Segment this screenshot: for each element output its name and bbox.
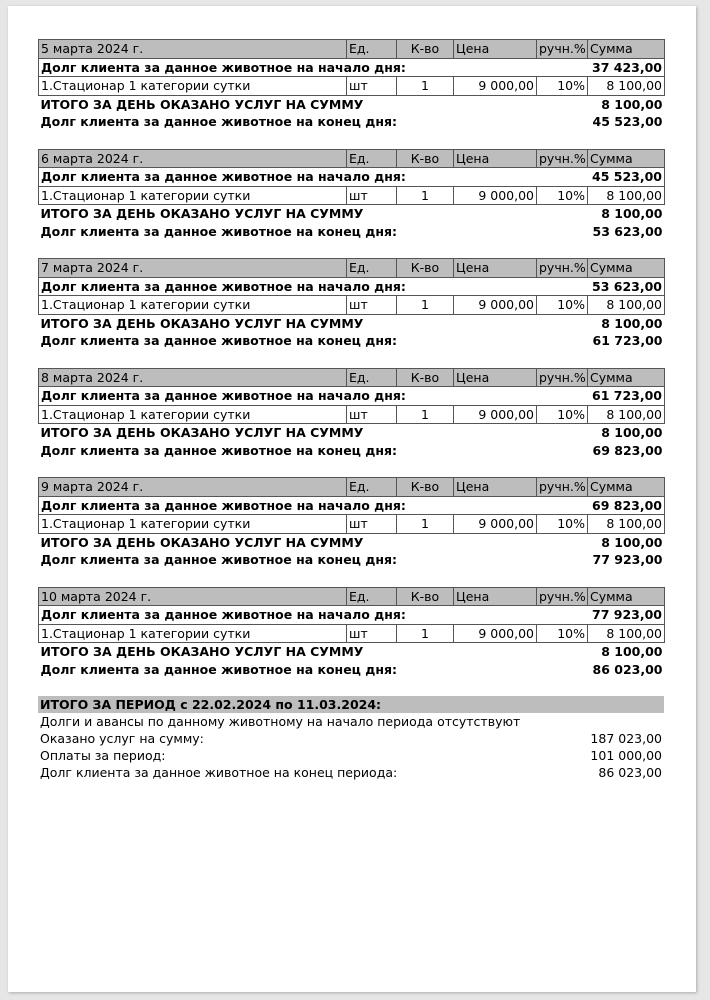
period-row-label: Оказано услуг на сумму: xyxy=(40,731,204,746)
service-name: 1.Стационар 1 категории сутки xyxy=(39,186,347,205)
col-unit: Ед. xyxy=(347,368,397,387)
day-total-row xyxy=(39,314,665,332)
service-row xyxy=(39,405,665,424)
day-date: 9 марта 2024 г. xyxy=(39,478,347,497)
day-table xyxy=(38,39,665,131)
debt-end-label: Долг клиента за данное животное на конец дня: xyxy=(40,552,398,567)
service-name: 1.Стационар 1 категории сутки xyxy=(39,77,347,96)
service-qty: 1 xyxy=(397,186,454,205)
col-unit: Ед. xyxy=(347,587,397,606)
debt-start-label: Долг клиента за данное животное на начало дня: xyxy=(39,606,588,625)
col-qty: К-во xyxy=(397,40,454,59)
service-price: 9 000,00 xyxy=(454,515,537,534)
day-total-label: ИТОГО ЗА ДЕНЬ ОКАЗАНО УСЛУГ НА СУММУ xyxy=(40,644,364,659)
debt-start-label: Долг клиента за данное животное на начало дня: xyxy=(39,277,588,296)
day-date: 8 марта 2024 г. xyxy=(39,368,347,387)
day-total-label: ИТОГО ЗА ДЕНЬ ОКАЗАНО УСЛУГ НА СУММУ xyxy=(40,96,364,112)
col-sum: Сумма xyxy=(588,149,665,168)
col-unit: Ед. xyxy=(347,478,397,497)
period-row-value: 86 023,00 xyxy=(598,765,662,780)
debt-end-label: Долг клиента за данное животное на конец дня: xyxy=(40,114,398,129)
col-sum: Сумма xyxy=(588,478,665,497)
day-total-label: ИТОГО ЗА ДЕНЬ ОКАЗАНО УСЛУГ НА СУММУ xyxy=(40,425,364,440)
service-row xyxy=(39,77,665,96)
day-table xyxy=(38,149,665,241)
debt-end-label: Долг клиента за данное животное на конец дня: xyxy=(40,333,398,348)
col-price: Цена xyxy=(454,368,537,387)
day-date: 10 марта 2024 г. xyxy=(39,587,347,606)
debt-start-label: Долг клиента за данное животное на начало дня: xyxy=(39,496,588,515)
service-price: 9 000,00 xyxy=(454,296,537,315)
col-qty: К-во xyxy=(397,368,454,387)
statement-content xyxy=(38,39,664,781)
debt-start-value: 77 923,00 xyxy=(588,606,665,625)
debt-end-label: Долг клиента за данное животное на конец дня: xyxy=(40,442,398,458)
day-total-value: 8 100,00 xyxy=(601,425,663,440)
service-pct: 10% xyxy=(537,515,588,534)
col-sum: Сумма xyxy=(588,587,665,606)
debt-end-row xyxy=(39,332,665,350)
debt-start-row xyxy=(39,496,665,515)
col-sum: Сумма xyxy=(588,259,665,278)
debt-start-row xyxy=(39,58,665,77)
service-unit: шт xyxy=(347,77,397,96)
col-manual-pct: ручн.% xyxy=(537,478,588,497)
debt-start-value: 61 723,00 xyxy=(588,387,665,406)
period-summary xyxy=(38,696,664,781)
debt-end-value: 86 023,00 xyxy=(592,661,663,677)
debt-start-value: 37 423,00 xyxy=(588,58,665,77)
debt-end-row xyxy=(39,113,665,131)
day-total-row xyxy=(39,95,665,113)
debt-end-value: 45 523,00 xyxy=(592,114,663,129)
service-pct: 10% xyxy=(537,186,588,205)
day-total-value: 8 100,00 xyxy=(601,96,663,112)
debt-start-value: 45 523,00 xyxy=(588,168,665,187)
col-unit: Ед. xyxy=(347,149,397,168)
day-date: 7 марта 2024 г. xyxy=(39,259,347,278)
debt-start-value: 53 623,00 xyxy=(588,277,665,296)
service-sum: 8 100,00 xyxy=(588,77,665,96)
day-header-row xyxy=(39,478,665,497)
col-unit: Ед. xyxy=(347,259,397,278)
service-sum: 8 100,00 xyxy=(588,515,665,534)
col-qty: К-во xyxy=(397,478,454,497)
day-total-label: ИТОГО ЗА ДЕНЬ ОКАЗАНО УСЛУГ НА СУММУ xyxy=(40,534,364,550)
debt-start-label: Долг клиента за данное животное на начало дня: xyxy=(39,387,588,406)
col-manual-pct: ручн.% xyxy=(537,40,588,59)
day-total-value: 8 100,00 xyxy=(601,644,663,659)
day-table xyxy=(38,587,665,679)
service-price: 9 000,00 xyxy=(454,624,537,643)
debt-start-value: 69 823,00 xyxy=(588,496,665,515)
service-pct: 10% xyxy=(537,77,588,96)
service-name: 1.Стационар 1 категории сутки xyxy=(39,624,347,643)
service-unit: шт xyxy=(347,405,397,424)
day-total-row xyxy=(39,205,665,223)
service-unit: шт xyxy=(347,296,397,315)
service-name: 1.Стационар 1 категории сутки xyxy=(39,405,347,424)
document-page xyxy=(8,6,696,992)
service-row xyxy=(39,515,665,534)
day-header-row xyxy=(39,259,665,278)
day-table xyxy=(38,258,665,350)
service-row xyxy=(39,186,665,205)
day-total-row xyxy=(39,424,665,442)
service-row xyxy=(39,296,665,315)
service-pct: 10% xyxy=(537,405,588,424)
col-price: Цена xyxy=(454,478,537,497)
day-total-row xyxy=(39,533,665,551)
service-qty: 1 xyxy=(397,77,454,96)
service-pct: 10% xyxy=(537,296,588,315)
debt-start-label: Долг клиента за данное животное на начало дня: xyxy=(39,58,588,77)
period-note xyxy=(38,713,664,730)
col-price: Цена xyxy=(454,40,537,59)
day-total-value: 8 100,00 xyxy=(601,534,663,550)
day-table xyxy=(38,368,665,460)
day-total-value: 8 100,00 xyxy=(601,206,663,221)
day-total-value: 8 100,00 xyxy=(601,315,663,331)
period-row-value: 101 000,00 xyxy=(590,748,662,763)
service-row xyxy=(39,624,665,643)
col-price: Цена xyxy=(454,149,537,168)
service-name: 1.Стационар 1 категории сутки xyxy=(39,515,347,534)
service-price: 9 000,00 xyxy=(454,405,537,424)
day-header-row xyxy=(39,40,665,59)
day-header-row xyxy=(39,149,665,168)
debt-end-value: 69 823,00 xyxy=(592,442,663,458)
day-header-row xyxy=(39,587,665,606)
service-unit: шт xyxy=(347,515,397,534)
period-row-label: Долг клиента за данное животное на конец периода: xyxy=(40,765,398,780)
period-note-text: Долги и авансы по данному животному на начало периода отсутствуют xyxy=(40,714,521,729)
debt-end-label: Долг клиента за данное животное на конец дня: xyxy=(40,223,398,239)
debt-end-row xyxy=(39,442,665,460)
period-row-value: 187 023,00 xyxy=(590,731,662,746)
col-manual-pct: ручн.% xyxy=(537,368,588,387)
service-unit: шт xyxy=(347,624,397,643)
col-sum: Сумма xyxy=(588,40,665,59)
period-row-label: Оплаты за период: xyxy=(40,748,166,763)
debt-end-value: 77 923,00 xyxy=(592,552,663,567)
col-qty: К-во xyxy=(397,587,454,606)
debt-start-row xyxy=(39,168,665,187)
col-qty: К-во xyxy=(397,259,454,278)
debt-start-row xyxy=(39,606,665,625)
day-table xyxy=(38,477,665,569)
service-sum: 8 100,00 xyxy=(588,186,665,205)
debt-start-row xyxy=(39,387,665,406)
service-pct: 10% xyxy=(537,624,588,643)
debt-end-row xyxy=(39,661,665,679)
debt-end-row xyxy=(39,551,665,569)
day-date: 6 марта 2024 г. xyxy=(39,149,347,168)
period-row xyxy=(38,764,664,781)
period-title: ИТОГО ЗА ПЕРИОД с 22.02.2024 по 11.03.2024: xyxy=(38,696,664,713)
day-total-row xyxy=(39,643,665,661)
service-unit: шт xyxy=(347,186,397,205)
service-qty: 1 xyxy=(397,624,454,643)
service-sum: 8 100,00 xyxy=(588,405,665,424)
col-manual-pct: ручн.% xyxy=(537,259,588,278)
col-manual-pct: ручн.% xyxy=(537,149,588,168)
period-row xyxy=(38,730,664,747)
debt-end-value: 53 623,00 xyxy=(592,223,663,239)
period-row xyxy=(38,747,664,764)
day-header-row xyxy=(39,368,665,387)
debt-start-label: Долг клиента за данное животное на начало дня: xyxy=(39,168,588,187)
col-unit: Ед. xyxy=(347,40,397,59)
day-total-label: ИТОГО ЗА ДЕНЬ ОКАЗАНО УСЛУГ НА СУММУ xyxy=(40,315,364,331)
service-qty: 1 xyxy=(397,296,454,315)
service-price: 9 000,00 xyxy=(454,77,537,96)
debt-end-label: Долг клиента за данное животное на конец дня: xyxy=(40,661,398,677)
day-date: 5 марта 2024 г. xyxy=(39,40,347,59)
col-qty: К-во xyxy=(397,149,454,168)
col-sum: Сумма xyxy=(588,368,665,387)
service-qty: 1 xyxy=(397,405,454,424)
col-price: Цена xyxy=(454,259,537,278)
col-manual-pct: ручн.% xyxy=(537,587,588,606)
debt-end-row xyxy=(39,223,665,241)
debt-end-value: 61 723,00 xyxy=(592,333,663,348)
service-qty: 1 xyxy=(397,515,454,534)
debt-start-row xyxy=(39,277,665,296)
service-price: 9 000,00 xyxy=(454,186,537,205)
service-name: 1.Стационар 1 категории сутки xyxy=(39,296,347,315)
day-total-label: ИТОГО ЗА ДЕНЬ ОКАЗАНО УСЛУГ НА СУММУ xyxy=(40,206,364,221)
col-price: Цена xyxy=(454,587,537,606)
service-sum: 8 100,00 xyxy=(588,296,665,315)
service-sum: 8 100,00 xyxy=(588,624,665,643)
